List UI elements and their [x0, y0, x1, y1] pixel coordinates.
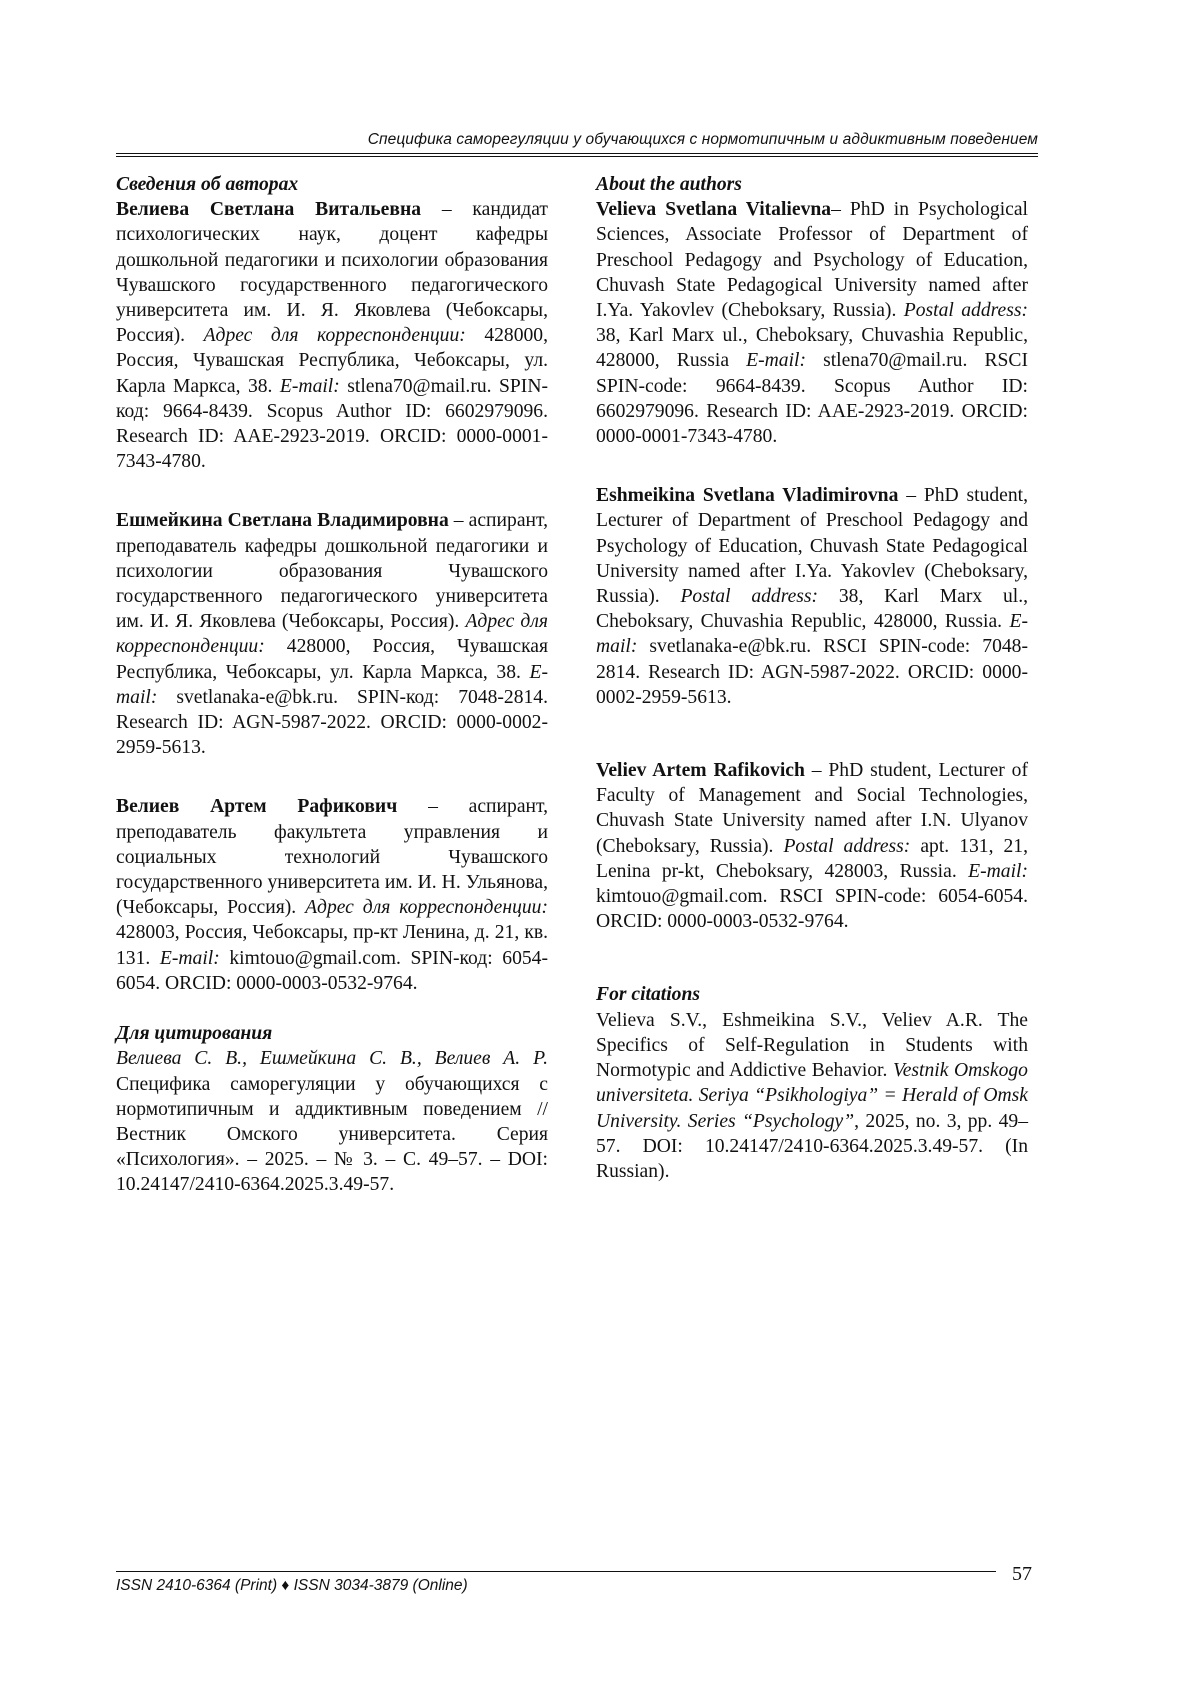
- author-bio: – аспирант, преподаватель кафедры дошкольной педагогики и психологии образования Чувашского государственного педагогического университета им. И. Я. Яковлева (Чебоксары, Россия).: [116, 510, 548, 633]
- email-label: E-mail:: [159, 947, 220, 969]
- citation-authors: Велиева С. В., Ешмейкина С. В., Велиев А. Р.: [116, 1048, 548, 1070]
- email-label: E-mail:: [746, 350, 806, 372]
- running-title: Специфика саморегуляции у обучающихся с нормотипичным и аддиктивным поведением: [367, 131, 1038, 148]
- citation-journal: Vestnik Omskogo universiteta. Seriya “Psikhologiya” = Herald of Omsk University. Series “Psychology”: [596, 1060, 1028, 1132]
- issn-footer: ISSN 2410-6364 (Print) ♦ ISSN 3034-3879 (Online): [116, 1577, 468, 1594]
- address-text: 38, Karl Marx ul., Cheboksary, Chuvashia Republic, 428000, Russia: [596, 325, 1028, 372]
- email-label: E-mail:: [968, 860, 1028, 882]
- author-bio: – кандидат психологических наук, доцент кафедры дошкольной педагогики и психологии образования Чувашского государственного педагогического университета им. И. Я. Яковлева (Чебоксары, Россия).: [116, 199, 548, 347]
- citation-ru: [116, 1046, 548, 1197]
- author-bio: – PhD in Psychological Sciences, Associate Professor of Department of Preschool Pedagogy and Psychology of Education, Chuvash State Pedagogical University named after I.Ya. Yakovlev (Cheboksary, Russia).: [596, 199, 1028, 322]
- email-label: E-mail:: [596, 611, 1028, 658]
- author-ids: svetlanaka-e@bk.ru. RSCI SPIN-code: 7048-2814. Research ID: AGN-5987-2022. ORCID: 0000-0002-2959-5613.: [596, 636, 1028, 708]
- author-name: Ешмейкина Светлана Владимировна: [116, 510, 449, 532]
- address-label: Postal address:: [680, 586, 819, 608]
- author-ids: svetlanaka-e@bk.ru. SPIN-код: 7048-2814. Research ID: AGN-5987-2022. ORCID: 0000-0002-2959-5613.: [116, 686, 548, 759]
- author-ids: kimtouo@gmail.com. RSCI SPIN-code: 6054-6054. ORCID: 0000-0003-0532-9764.: [596, 886, 1028, 933]
- author-bio: – аспирант, преподаватель факультета управления и социальных технологий Чувашского государственного университета им. И. Н. Ульянова, (Чебоксары, Россия).: [116, 796, 548, 919]
- address-label: Адрес для корреспонденции:: [116, 611, 548, 658]
- author-ids: stlena70@mail.ru. RSCI SPIN-code: 9664-8439. Scopus Author ID: 6602979096. Research ID: AAE-2923-2019. ORCID: 0000-0001-7343-4780.: [596, 350, 1029, 448]
- author-entry-ru-2: [116, 508, 548, 760]
- address-text: 428000, Россия, Чувашская Республика, Чебоксары, ул. Карла Маркса, 38.: [116, 325, 549, 397]
- address-label: Postal address:: [903, 300, 1028, 322]
- address-text: 428000, Россия, Чувашская Республика, Чебоксары, ул. Карла Маркса, 38.: [116, 636, 548, 683]
- author-name: Велиева Светлана Витальевна: [116, 199, 422, 221]
- email-label: E-mail:: [116, 661, 548, 708]
- authors-heading-en: About the authors: [596, 174, 742, 195]
- author-entry-ru-1: [116, 197, 548, 474]
- right-column: [596, 172, 1028, 1184]
- citation-en: [596, 1008, 1028, 1184]
- author-bio: – PhD student, Lecturer of Faculty of Management and Social Technologies, Chuvash State University named after I.N. Ulyanov (Cheboksary, Russia).: [596, 760, 1028, 857]
- citation-text: Специфика саморегуляции у обучающихся с нормотипичным и аддиктивным поведением // Вестник Омского университета. Серия «Психология». – 2025. – № 3. – С. 49–57. – DOI: 10.24147/2410-6364.2025.3.49-57.: [116, 1073, 548, 1196]
- citation-text: Velieva S.V., Eshmeikina S.V., Veliev A.R. The Specifics of Self-Regulation in Students with Normotypic and Addictive Behavior.: [596, 1009, 1028, 1082]
- page-number: 57: [1012, 1563, 1032, 1585]
- address-label: Адрес для корреспонденции:: [305, 897, 548, 919]
- author-entry-en-3: [596, 758, 1028, 934]
- author-ids: stlena70@mail.ru. SPIN-код: 9664-8439. Scopus Author ID: 6602979096. Research ID: AAE-2923-2019. ORCID: 0000-0001-7343-4780.: [116, 375, 549, 473]
- author-entry-ru-3: [116, 794, 548, 996]
- citation-heading-ru: Для цитирования: [116, 1023, 273, 1045]
- citation-heading-en: For citations: [596, 984, 700, 1006]
- address-text: 428003, Россия, Чебоксары, пр-кт Ленина, д. 21, кв. 131.: [116, 922, 548, 969]
- author-entry-en-2: [596, 483, 1028, 710]
- author-name: Eshmeikina Svetlana Vladimirovna: [596, 485, 899, 507]
- email-label: E-mail:: [279, 375, 340, 397]
- author-name: Veliev Artem Rafikovich: [596, 760, 805, 782]
- header-rule: [116, 153, 1038, 157]
- author-name: Велиев Артем Рафикович: [116, 796, 398, 818]
- author-ids: kimtouo@gmail.com. SPIN-код: 6054-6054. ORCID: 0000-0003-0532-9764.: [116, 947, 548, 994]
- address-text: 38, Karl Marx ul., Cheboksary, Chuvashia Republic, 428000, Russia.: [596, 586, 1029, 633]
- left-column: [116, 172, 548, 1198]
- address-text: apt. 131, 21, Lenina pr-kt, Cheboksary, 428003, Russia.: [596, 835, 1028, 882]
- author-entry-en-1: [596, 197, 1028, 449]
- author-name: Velieva Svetlana Vitalievna: [596, 199, 832, 221]
- footer-rule: [116, 1571, 996, 1572]
- author-bio: – PhD student, Lecturer of Department of Preschool Pedagogy and Psychology of Education, Chuvash State Pedagogical University named after I.Ya. Yakovlev (Cheboksary, Russia).: [596, 485, 1028, 608]
- address-label: Адрес для корреспонденции:: [203, 325, 466, 347]
- authors-heading-ru: Сведения об авторах: [116, 174, 299, 195]
- citation-details: , 2025, no. 3, pp. 49–57. DOI: 10.24147/2410-6364.2025.3.49-57. (In Russian).: [596, 1110, 1029, 1182]
- address-label: Postal address:: [783, 835, 911, 857]
